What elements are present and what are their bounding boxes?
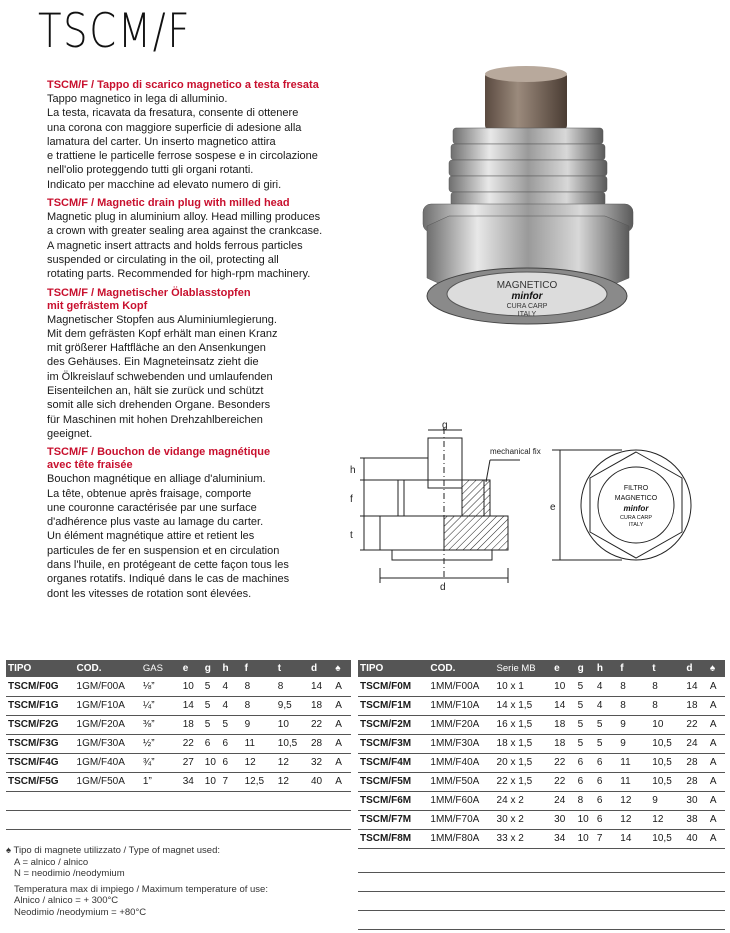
front-label-1: FILTRO: [623, 485, 649, 492]
dim-t: t: [350, 530, 353, 541]
dim-e: e: [550, 502, 556, 513]
dim-f: f: [350, 494, 353, 505]
empty-rule: [358, 891, 725, 892]
table-row: TSCM/F2G 1GM/F20A ⅜” 18 5 5 9 10 22 A: [6, 715, 351, 734]
empty-rule: [358, 872, 725, 873]
section-body: Magnetic plug in aluminium alloy. Head milling produces a crown with greater sealing area against the crankcase. A magnetic insert attracts and holds ferrous particles suspended or circulating in the oil, protecting all rotating parts. Recommended for high-rpm machinery.: [47, 211, 323, 281]
table-row: TSCM/F5G 1GM/F50A 1” 34 10 7 12,5 12 40 A: [6, 772, 351, 791]
empty-rule: [358, 910, 725, 911]
photo-brand-3: CURA CARP: [506, 303, 548, 310]
photo-brand-4: ITALY: [517, 311, 537, 318]
table-row: TSCM/F4G 1GM/F40A ¾” 27 10 6 12 12 32 A: [6, 753, 351, 772]
photo-brand-2: minfor: [511, 291, 543, 302]
table-row: TSCM/F1G 1GM/F10A ¼” 14 5 4 8 9,5 18 A: [6, 696, 351, 715]
dim-g: g: [442, 420, 448, 431]
section-heading: TSCM/F / Magnetischer Ölablasstopfen mit gefrästem Kopf: [47, 286, 251, 312]
table-row: TSCM/F2M 1MM/F20A 16 x 1,5 18 5 5 9 10 22 A: [358, 715, 725, 734]
section-body: Bouchon magnétique en alliage d'aluminium. La tête, obtenue après fraisage, comporte une couronne caractérisée par une surface d'adhérence plus vaste au lamage du carter. Un élément magnétique attire et retient les particules de fer en suspension et en circulation dans l'huile, en protégeant de cette façon tous les organes rotatifs. Indiqué dans le cas de machines dont les vitesses de rotation sont élevées.: [47, 473, 290, 600]
table-row: TSCM/F3M 1MM/F30A 18 x 1,5 18 5 5 9 10,5 24 A: [358, 734, 725, 753]
table-row: TSCM/F3G 1GM/F30A ½” 22 6 6 11 10,5 28 A: [6, 734, 351, 753]
dim-d: d: [440, 582, 446, 593]
photo-brand-1: MAGNETICO: [496, 280, 558, 291]
page-title: TSCM/F: [38, 4, 192, 59]
section-italian: [47, 79, 347, 192]
front-label-4: CURA CARP: [619, 515, 653, 521]
mechanical-fix-label: mechanical fix: [490, 447, 541, 456]
front-label-3: minfor: [623, 504, 649, 513]
front-view-drawing: [550, 430, 700, 590]
section-english: [47, 197, 347, 281]
section-heading: TSCM/F / Bouchon de vidange magnétique avec tête fraisée: [47, 446, 271, 472]
footnotes: ♠ Tipo di magnete utilizzato / Type of magnet used: A = alnico / alnico N = neodimio /neodymium Temperatura max di impiego / Maximum temperature of use: Alnico / alnico = + 300°C Neodimio /neodymium = +80°C: [6, 845, 268, 918]
section-french: [47, 446, 347, 601]
table-row: TSCM/F7M 1MM/F70A 30 x 2 30 10 6 12 12 38 A: [358, 810, 725, 829]
section-body: Magnetischer Stopfen aus Aluminiumlegierung. Mit dem gefrästen Kopf erhält man einen Kranz mit größerer Haftfläche an den Ansenkungen des Gehäuses. Ein Magneteinsatz zieht die im Ölkreislauf schwebenden und umlaufenden Eisenteilchen an, hält sie zurück und schützt somit alle sich drehenden Organe. Besonders für Maschinen mit hohen Drehzahlbereichen geeignet.: [47, 313, 278, 440]
section-body: Tappo magnetico in lega di alluminio. La testa, ricavata da fresatura, consente di ottenere una corona con maggiore superficie di adesione alla lamatura del carter. Un inserto magnetico attira e trattiene le particelle ferrose sospese e in circolazione nell'olio proteggendo tutti gli organi rotanti. Indicato per macchine ad elevato numero di giri.: [47, 93, 318, 191]
table-row-empty: [6, 791, 351, 810]
front-label-2: MAGNETICO: [614, 495, 658, 502]
table-header-row: TIPO COD. GAS e g h f t d ♠: [6, 660, 351, 677]
section-german: [47, 287, 347, 442]
empty-rule: [358, 929, 725, 930]
table-row: TSCM/F8M 1MM/F80A 33 x 2 34 10 7 14 10,5 40 A: [358, 829, 725, 848]
table-row: TSCM/F1M 1MM/F10A 14 x 1,5 14 5 4 8 8 18 A: [358, 696, 725, 715]
table-row-empty: [6, 810, 351, 829]
front-label-5: ITALY: [628, 522, 644, 528]
product-photo: [405, 66, 650, 331]
section-heading: TSCM/F / Magnetic drain plug with milled head: [47, 197, 290, 210]
table-row: TSCM/F0G 1GM/F00A ⅛” 10 5 4 8 8 14 A: [6, 677, 351, 696]
description-column: [47, 79, 347, 606]
table-row: TSCM/F4M 1MM/F40A 20 x 1,5 22 6 6 11 10,5 28 A: [358, 753, 725, 772]
table-row: TSCM/F5M 1MM/F50A 22 x 1,5 22 6 6 11 10,5 28 A: [358, 772, 725, 791]
dim-h: h: [350, 465, 356, 476]
spec-table-metric: [358, 660, 725, 849]
spec-table-gas: [6, 660, 351, 830]
section-heading: TSCM/F / Tappo di scarico magnetico a testa fresata: [47, 79, 319, 91]
table-header-row: TIPO COD. Serie MB e g h f t d ♠: [358, 660, 725, 677]
table-row: TSCM/F6M 1MM/F60A 24 x 2 24 8 6 12 9 30 A: [358, 791, 725, 810]
table-row: TSCM/F0M 1MM/F00A 10 x 1 10 5 4 8 8 14 A: [358, 677, 725, 696]
